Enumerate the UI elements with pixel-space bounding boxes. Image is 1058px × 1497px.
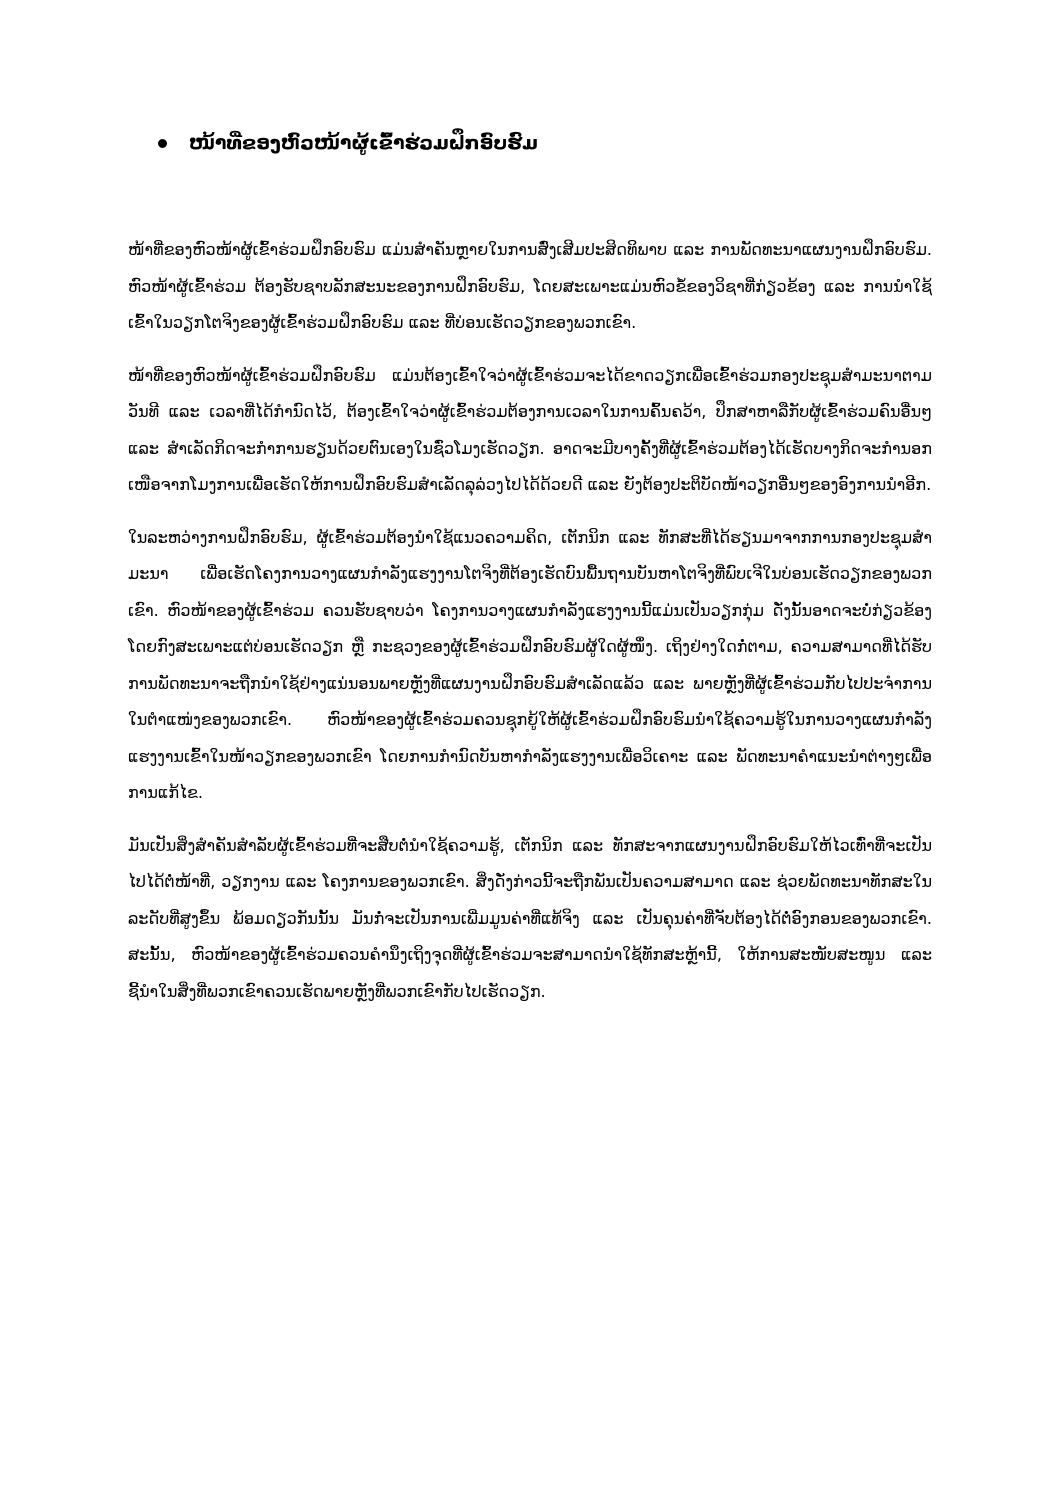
paragraph-3: ໃນລະຫວ່າງການຝຶກອົບຮົມ, ຜູ້ເຂົ້າຮ່ວມຕ້ອງນຳໃຊ້ແນວຄວາມຄິດ, ເຕັກນິກ ແລະ ທັກສະທີ່ໄດ້ຮຽນມາຈາກການກອງປະຊຸມສຳມະນາ ເພື່ອເຮັດໂຄງການວາງແຜນກຳລັງແຮງງານໂຕຈິງທີ່ຕ້ອງເຮັດບົນພື້ນຖານບັນຫາໂຕຈິງທີ່ພົບເຈີໃນບ່ອນເຮັດວຽກຂອງພວກເຂົາ. ຫົວໜ້າຂອງຜູ້ເຂົ້າຮ່ວມ ຄວນຮັບຊາບວ່າ ໂຄງການວາງແຜນກຳລັງແຮງງານນີ້ແມ່ນເປັນວຽກກຸ່ມ ດັ່ງນັ້ນອາດຈະບໍ່ກ່ຽວຂ້ອງໂດຍກົງສະເພາະແຕ່ບ່ອນເຮັດວຽກ ຫຼື ກະຊວງຂອງຜູ້ເຂົ້າຮ່ວມຝຶກອົບຮົມຜູ້ໃດຜູ້ໜຶ່ງ. ເຖິງຢ່າງໃດກໍ່ຕາມ, ຄວາມສາມາດທີ່ໄດ້ຮັບການພັດທະນາຈະຖືກນຳໃຊ້ຢ່າງແນ່ນອນພາຍຫຼັງທີ່ແຜນງານຝຶກອົບຮົມສຳເລັດແລ້ວ ແລະ ພາຍຫຼັງທີ່ຜູ້ເຂົ້າຮ່ວມກັບໄປປະຈຳການໃນຕຳແໜ່ງຂອງພວກເຂົາ. ຫົວໜ້າຂອງຜູ້ເຂົ້າຮ່ວມຄວນຊຸກຍູ້ໃຫ້ຜູ້ເຂົ້າຮ່ວມຝຶກອົບຮົມນຳໃຊ້ຄວາມຮູ້ໃນການວາງແຜນກຳລັງແຮງງານເຂົ້າໃນໜ້າວຽກຂອງພວກເຂົາ ໂດຍການກຳນົດບັນຫາກຳລັງແຮງງານເພື່ອວິເຄາະ ແລະ ພັດທະນາຄຳແນະນຳຕ່າງໆເພື່ອການແກ້ໄຂ. — [128, 527, 932, 802]
paragraph-4: ມັນເປັນສິ່ງສຳຄັນສຳລັບຜູ້ເຂົ້າຮ່ວມທີ່ຈະສືບຕໍ່ນຳໃຊ້ຄວາມຮູ້, ເຕັກນິກ ແລະ ທັກສະຈາກແຜນງານຝຶກອົບຮົມໃຫ້ໄວເທົ່າທີ່ຈະເປັນໄປໄດ້ຕໍ່ໜ້າທີ່, ວຽກງານ ແລະ ໂຄງການຂອງພວກເຂົາ. ສິ່ງດັ່ງກ່າວນີ້ຈະຖືກພັນເປັນຄວາມສາມາດ ແລະ ຊ່ວຍພັດທະນາທັກສະໃນລະດັບທີ່ສູງຂຶ້ນ ພ້ອມດຽວກັນນັ້ນ ມັນກໍ່ຈະເປັນການເພີ່ມມູນຄ່າທີ່ແທ້ຈິງ ແລະ ເປັນຄຸນຄ່າທີ່ຈັບຕ້ອງໄດ້ຕໍ່ອົງກອນຂອງພວກເຂົາ. ສະນັ້ນ, ຫົວໜ້າຂອງຜູ້ເຂົ້າຮ່ວມຄວນຄຳນຶງເຖິງຈຸດທີ່ຜູ້ເຂົ້າຮ່ວມຈະສາມາດນຳໃຊ້ທັກສະຫຼ້ານີ້, ໃຫ້ການສະໜັບສະໜູນ ແລະ ຊີ້ນຳໃນສິ່ງທີ່ພວກເຂົາຄວນເຮັດພາຍຫຼັງທີ່ພວກເຂົາກັບໄປເຮັດວຽກ. — [128, 835, 932, 1001]
body-text — [128, 232, 932, 1026]
paragraph-1: ໜ້າທີ່ຂອງຫົວໜ້າຜູ້ເຂົ້າຮ່ວມຝຶກອົບຮົມ ແມ່ນສຳຄັນຫຼາຍໃນການສົ່ງເສີມປະສິດທິພາບ ແລະ ການພັດທະນາແຜນງານຝຶກອົບຮົມ. ຫົວໜ້າຜູ້ເຂົ້າຮ່ວມ ຕ້ອງຮັບຊາບລັກສະນະຂອງການຝຶກອົບຮົມ, ໂດຍສະເພາະແມ່ນຫົວຂໍ້ຂອງວິຊາທີ່ກ່ຽວຂ້ອງ ແລະ ການນຳໃຊ້ເຂົ້າໃນວຽກໂຕຈິງຂອງຜູ້ເຂົ້າຮ່ວມຝຶກອົບຮົມ ແລະ ທີ່ບ່ອນເຮັດວຽກຂອງພວກເຂົາ. — [128, 240, 932, 332]
section-heading — [158, 128, 918, 158]
paragraph-2: ໜ້າທີ່ຂອງຫົວໜ້າຜູ້ເຂົ້າຮ່ວມຝຶກອົບຮົມ ແມ່ນຕ້ອງເຂົ້າໃຈວ່າຜູ້ເຂົ້າຮ່ວມຈະໄດ້ຂາດວຽກເພື່ອເຂົ້າຮ່ວມກອງປະຊຸມສຳມະນາຕາມວັນທີ ແລະ ເວລາທີ່ໄດ້ກຳນົດໄວ້, ຕ້ອງເຂົ້າໃຈວ່າຜູ້ເຂົ້າຮ່ວມຕ້ອງການເວລາໃນການຄົ້ນຄວ້າ, ປຶກສາຫາລືກັບຜູ້ເຂົ້າຮ່ວມຄົນອື່ນໆ ແລະ ສຳເລັດກິດຈະກຳການຮຽນດ້ວຍຕົນເອງໃນຊົ່ວໂມງເຮັດວຽກ. ອາດຈະມີບາງຄັ້ງທີ່ຜູ້ເຂົ້າຮ່ວມຕ້ອງໄດ້ເຮັດບາງກິດຈະກຳນອກເໜືອຈາກໂມງການເພື່ອເຮັດໃຫ້ການຝຶກອົບຮົມສຳເລັດລຸລ່ວງໄປໄດ້ດ້ວຍດີ ແລະ ຍັງຕ້ອງປະຕິບັດໜ້າວຽກອື່ນໆຂອງອົງການນຳອີກ. — [128, 365, 932, 494]
section-heading-text: ໜ້າທີ່ຂອງຫົວໜ້າຜູ້ເຂົ້າຮ່ວມຝຶກອົບຮົມ — [189, 132, 538, 154]
bullet-icon — [158, 139, 167, 148]
